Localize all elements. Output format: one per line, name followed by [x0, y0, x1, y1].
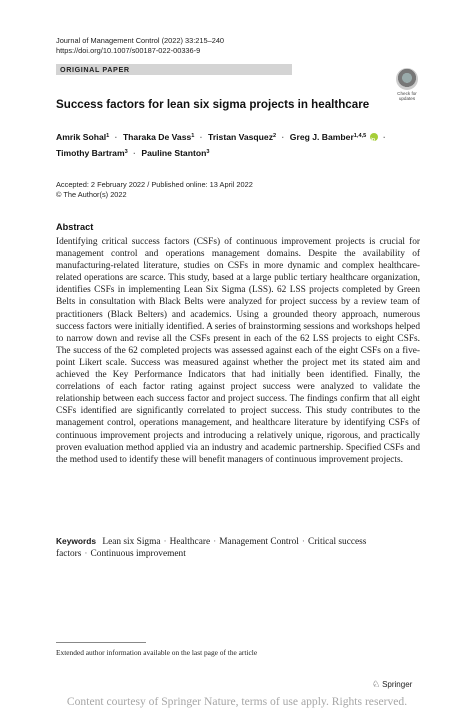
check-updates-line2: updates [398, 96, 416, 101]
author[interactable]: Timothy Bartram$^3$ [56, 147, 128, 158]
author[interactable]: Greg J. Bamber$^{1,4,5}$ [289, 132, 367, 142]
paper-title: Success factors for lean six sigma projects in healthcare [56, 98, 370, 111]
keyword: Healthcare [169, 537, 211, 547]
publication-dates [56, 180, 253, 200]
check-for-updates-badge[interactable] [392, 68, 422, 101]
publisher-name: Springer [382, 680, 413, 689]
journal-header [56, 36, 224, 56]
author[interactable]: Tharaka De Vass$^1$ [122, 132, 195, 142]
doi-link[interactable]: https://doi.org/10.1007/s00187-022-00336-9 [56, 46, 201, 55]
accepted-date: Accepted: 2 February 2022 / Published online: 13 April 2022 [56, 180, 253, 189]
springer-horse-icon: ♘ [372, 679, 381, 689]
keywords: Keywords Lean six Sigma · Healthcare · Management Control · Critical success factors · Continuous improvement [56, 536, 367, 560]
publisher-logo [372, 679, 412, 690]
keywords-label: Keywords [56, 536, 97, 546]
author[interactable]: Pauline Stanton$^3$ [141, 147, 210, 158]
author[interactable]: Amrik Sohal$^1$ [56, 132, 110, 142]
author-list: Amrik Sohal$^1$ · Tharaka De Vass$^1$ · Tristan Vasquez$^2$ · Greg J. Bamber$^{1,4,5}$ iD · Timothy Bartram$^3$ · Pauline Stanton$^3$ [56, 129, 436, 160]
footnote: Extended author information available on the last page of the article [56, 648, 258, 657]
copyright: © The Author(s) 2022 [56, 190, 127, 199]
check-for-updates-icon [396, 68, 418, 90]
keyword: Critical success factors [56, 537, 367, 560]
check-updates-line1: Check for [397, 91, 417, 96]
abstract-heading: Abstract [56, 222, 94, 232]
orcid-icon[interactable] [370, 133, 378, 141]
keyword: Management Control [219, 537, 299, 547]
abstract-text: Identifying critical success factors (CSFs) of continuous improvement projects is crucial for management control and operations management domains. Despite the availability of manufacturing-related literature, studies on CSFs in more dynamic and complex healthcare-related operations are scarce. This study, based at a large public tertiary healthcare organization, identifies CSFs in implementing Lean Six Sigma (LSS). 62 LSS projects completed by Green Belts in consultation with Black Belts were analyzed for project success by a review team of practitioners (Black Belters) and academics. Using a grounded theory approach, numerous success factors were initially identified. A series of brainstorming sessions and workshops helped to narrow down and revise all the CSFs present in each of the 62 LSS projects to eight CSFs. The success of the 62 completed projects was assessed against each of the eight CSFs on a five-point Likert scale. Success was measured against whether the project met its stated aim and achieved the Key Performance Indicators that had initially been identified. Finally, the correlations of each factor rating against project success were analyzed to validate the relationship between each success factor and project success. The findings confirm that all eight CSFs identified are significantly correlated to project success. This study contributes to the management control, operations management, and healthcare literature by identifying CSFs of continuous improvement projects and introducing a relatively unique, rigorous, and practically proven evaluation method applied via an industry and academic partnership. Specified CSFs and the method used to identify these will benefit managers of continuous improvement projects. [56, 237, 420, 465]
keyword: Continuous improvement [90, 549, 186, 560]
keyword: Lean six Sigma [102, 537, 161, 547]
author[interactable]: Tristan Vasquez$^2$ [208, 132, 277, 142]
courtesy-notice: Content courtesy of Springer Nature, terms of use apply. Rights reserved. [66, 695, 408, 708]
paper-type-label: ORIGINAL PAPER [60, 65, 130, 74]
footnote-divider [56, 642, 146, 643]
journal-citation: Journal of Management Control (2022) 33:215–240 [56, 36, 225, 45]
